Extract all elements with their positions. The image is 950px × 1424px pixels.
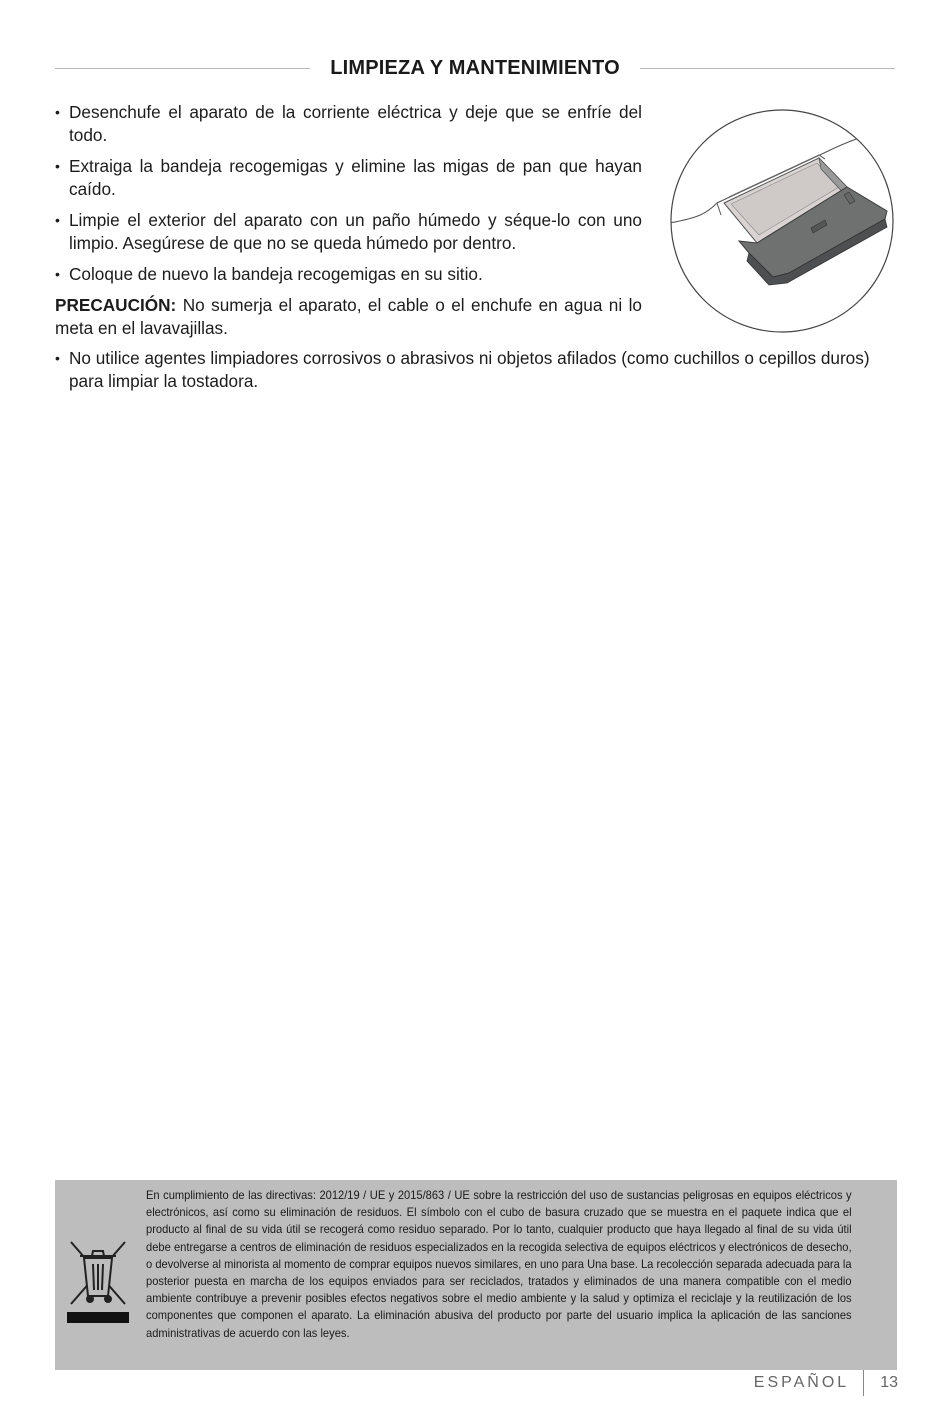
page-number: 13 — [880, 1374, 898, 1391]
list-item: • No utilice agentes limpiadores corrosivos o abrasivos ni objetos afilados (como cuchillos o cepillos duros) para limpiar la tostadora. — [55, 347, 897, 393]
list-item: • Extraiga la bandeja recogemigas y elimine las migas de pan que hayan caído. — [55, 155, 642, 201]
page-header — [55, 54, 895, 82]
footer-divider — [863, 1370, 864, 1396]
header-rule-left — [55, 68, 310, 69]
main-content — [55, 101, 897, 401]
list-item: • Limpie el exterior del aparato con un paño húmedo y séque-lo con uno limpio. Asegúrese de que no se queda húmedo por dentro. — [55, 209, 642, 255]
caution-text: No sumerja el aparato, el cable o el enchufe en agua ni lo meta en el lavavajillas. — [55, 295, 642, 338]
weee-text: En cumplimiento de las directivas: 2012/19 / UE y 2015/863 / UE sobre la restricción del uso de sustancias peligrosas en equipos eléctricos y electrónicos, así como su eliminación de residuos. El símbolo con el cubo de basura cruzado que se muestra en el paquete indica que el producto al final de su vida útil se recogerá como residuo separado. Por lo tanto, cualquier producto que haya llegado al final de su vida útil debe entregarse a centros de eliminación de residuos especializados en la recogida selectiva de equipos eléctricos y electrónicos de desecho, o devolverse al minorista al momento de comprar equipos nuevos similares, en uno para Una base. La recolección separada adecuada para la posterior puesta en marcha de los equipos enviados para ser reciclados, tratados y eliminados de una manera compatible con el medio ambiente contribuye a prevenir posibles efectos negativos sobre el medio ambiente y la salud y optimiza el reciclaje y la reutilización de los componentes que componen el aparato. La eliminación abusiva del producto por parte del usuario implica la aplicación de las sanciones administrativas de acuerdo con las leyes. — [146, 1189, 852, 1340]
caution-note — [55, 294, 642, 340]
crossed-out-wheelie-bin-icon — [67, 1238, 129, 1326]
header-rule-right — [640, 68, 895, 69]
section-title: LIMPIEZA Y MANTENIMIENTO — [330, 56, 620, 79]
extra-steps-list — [55, 347, 897, 393]
cleaning-steps-list — [55, 101, 897, 286]
list-item: • Coloque de nuevo la bandeja recogemigas en su sitio. — [55, 263, 642, 286]
page-footer — [754, 1370, 898, 1396]
footer-language: ESPAÑOL — [753, 1374, 850, 1391]
list-item: • Desenchufe el aparato de la corriente eléctrica y deje que se enfríe del todo. — [55, 101, 642, 147]
caution-label: PRECAUCIÓN: — [55, 295, 177, 315]
weee-notice — [55, 1180, 897, 1370]
